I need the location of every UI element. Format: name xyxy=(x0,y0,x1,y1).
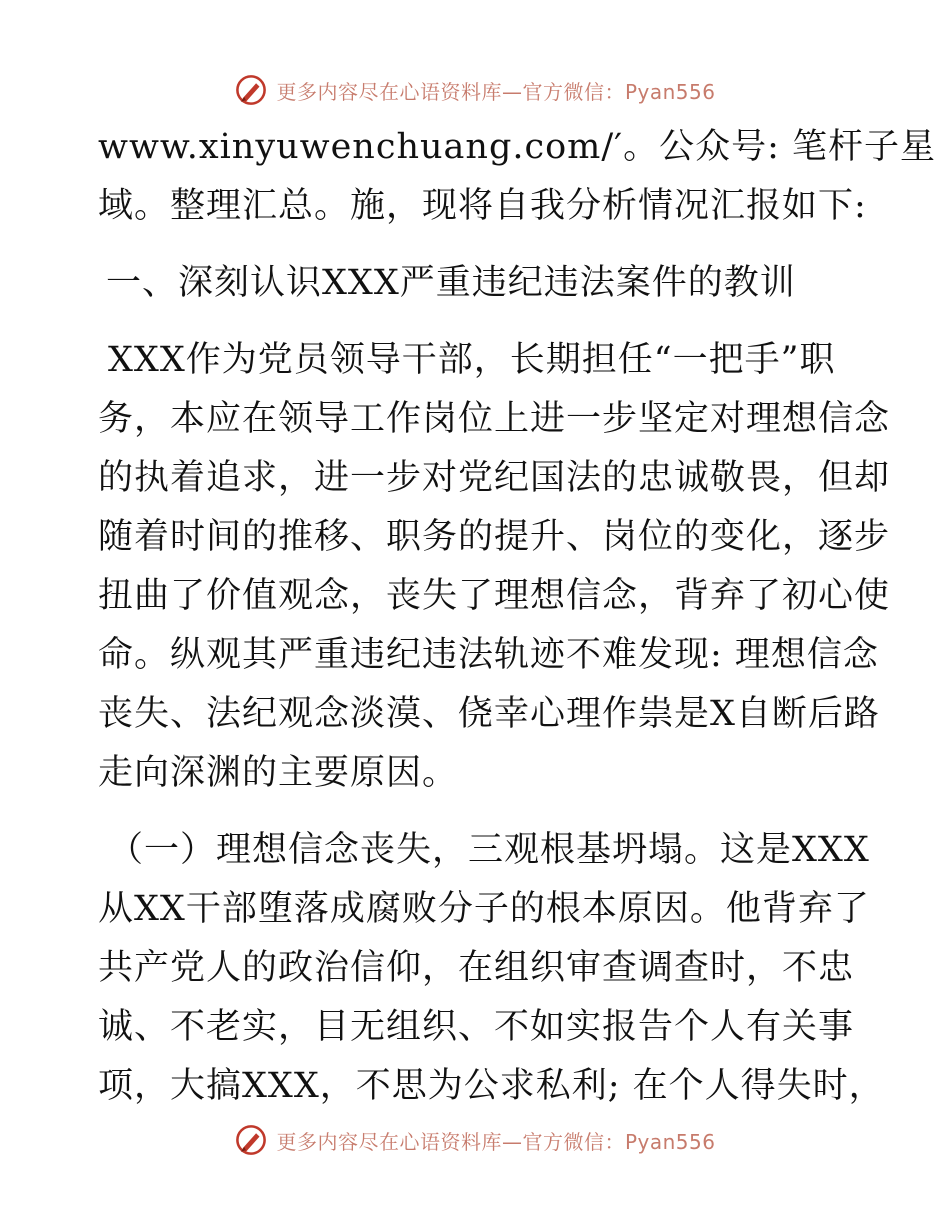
paragraph-line: （一）理想信念丧失，三观根基坍塌。这是XXX xyxy=(108,830,870,870)
paragraph-line: 随着时间的推移、职务的提升、岗位的变化，逐步 xyxy=(98,517,891,557)
footer-watermark xyxy=(0,1120,950,1160)
paragraph-line: 项，大搞XXX，不思为公求私利; 在个人得失时， xyxy=(98,1066,885,1106)
section-heading: 一、深刻认识XXX严重违纪违法案件的教训 xyxy=(106,263,796,303)
document-body xyxy=(98,118,936,1116)
paragraph-line: 共产党人的政治信仰，在组织审查调查时，不忠 xyxy=(98,948,855,988)
header-watermark xyxy=(0,70,950,110)
paragraph-line: 走向深渊的主要原因。 xyxy=(98,753,459,793)
paragraph-line: 诚、不老实，目无组织、不如实报告个人有关事 xyxy=(98,1007,855,1047)
watermark-text: 更多内容尽在心语资料库—官方微信：Pyan556 xyxy=(276,79,716,104)
paragraph-line: 扭曲了价值观念，丧失了理想信念，背弃了初心使 xyxy=(98,576,891,616)
pen-logo-icon xyxy=(234,1123,268,1157)
watermark-text: 更多内容尽在心语资料库—官方微信：Pyan556 xyxy=(276,1129,716,1154)
intro-line: www.xinyuwenchuang.com/′。公众号: 笔杆子星 xyxy=(98,127,936,167)
pen-logo-icon xyxy=(234,73,268,107)
paragraph-line: 从XX干部堕落成腐败分子的根本原因。他背弃了 xyxy=(98,889,870,929)
intro-line: 域。整理汇总。施，现将自我分析情况汇报如下: xyxy=(98,186,867,226)
paragraph-line: 丧失、法纪观念淡漠、侥幸心理作祟是X自断后路 xyxy=(98,694,880,734)
paragraph-line: 务，本应在领导工作岗位上进一步坚定对理想信念 xyxy=(98,399,891,439)
paragraph-line: 的执着追求，进一步对党纪国法的忠诚敬畏，但却 xyxy=(98,458,891,498)
paragraph-line: XXX作为党员领导干部，长期担任“一把手”职 xyxy=(108,340,836,380)
paragraph-line: 命。纵观其严重违纪违法轨迹不难发现: 理想信念 xyxy=(98,635,879,675)
